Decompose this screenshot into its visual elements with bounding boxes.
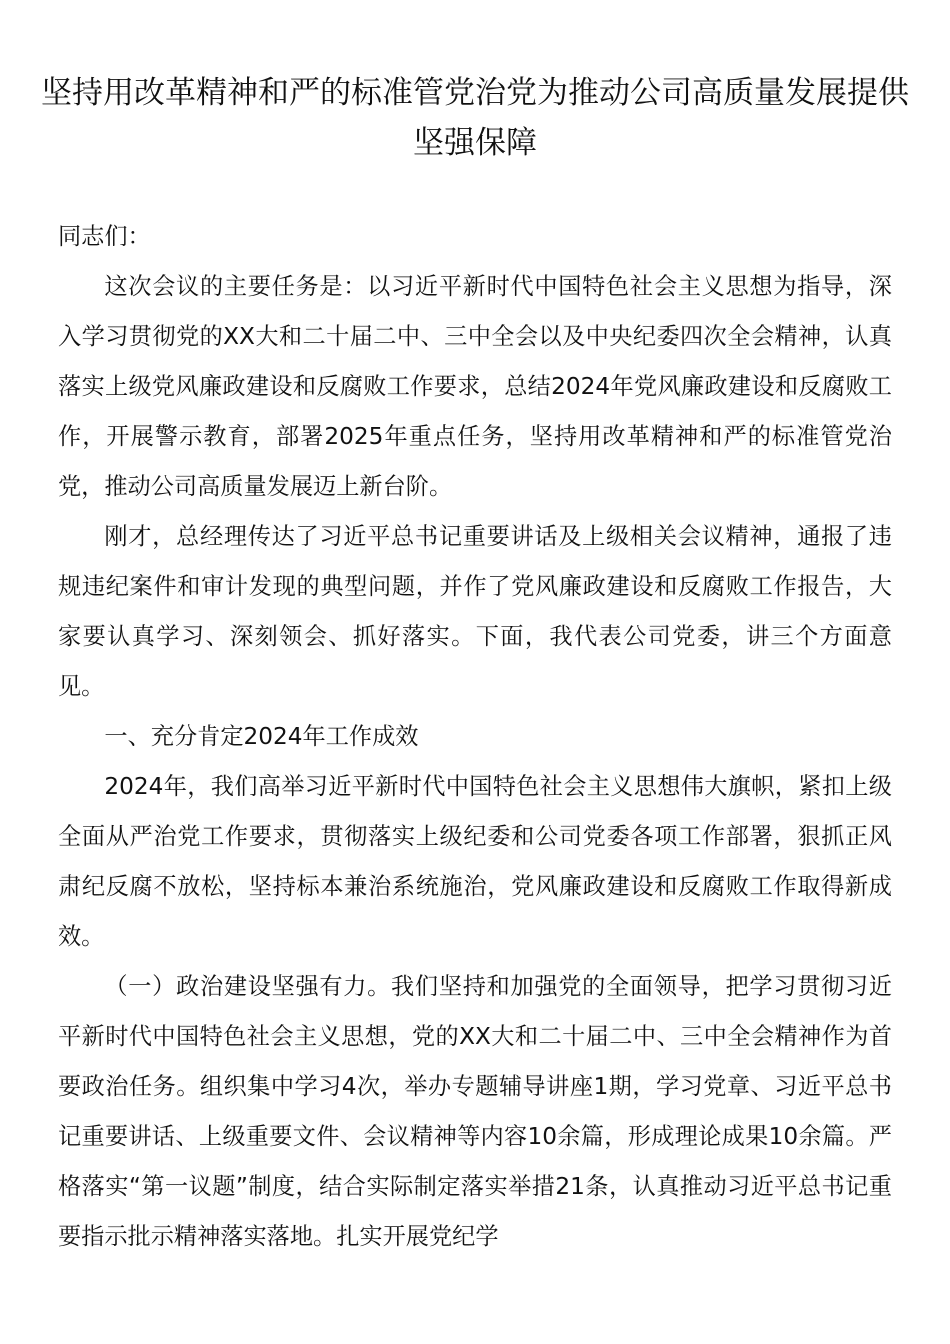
- paragraph-intro-tasks: 这次会议的主要任务是：以习近平新时代中国特色社会主义思想为指导，深入学习贯彻党的XX大和二十届二中、三中全会以及中央纪委四次全会精神，认真落实上级党风廉政建设和反腐败工作要求，总结2024年党风廉政建设和反腐败工作，开展警示教育，部署2025年重点任务，坚持用改革精神和严的标准管党治党，推动公司高质量发展迈上新台阶。: [58, 273, 892, 500]
- paragraph-achievements-overview: 2024年，我们高举习近平新时代中国特色社会主义思想伟大旗帜，紧扣上级全面从严治党工作要求，贯彻落实上级纪委和公司党委各项工作部署，狠抓正风肃纪反腐不放松，坚持标本兼治系统施治，党风廉政建设和反腐败工作取得新成效。: [58, 773, 892, 950]
- section-heading-achievements: 一、充分肯定2024年工作成效: [104, 723, 419, 750]
- paragraph-intro-opinions: 刚才，总经理传达了习近平总书记重要讲话及上级相关会议精神，通报了违规违纪案件和审计发现的典型问题，并作了党风廉政建设和反腐败工作报告，大家要认真学习、深刻领会、抓好落实。下面，我代表公司党委，讲三个方面意见。: [58, 523, 892, 700]
- document-title: 坚持用改革精神和严的标准管党治党为推动公司高质量发展提供坚强保障: [41, 75, 909, 161]
- paragraph-political-construction: （一）政治建设坚强有力。我们坚持和加强党的全面领导，把学习贯彻习近平新时代中国特色社会主义思想，党的XX大和二十届二中、三中全会精神作为首要政治任务。组织集中学习4次，举办专题辅导讲座1期，学习党章、习近平总书记重要讲话、上级重要文件、会议精神等内容10余篇，形成理论成果10余篇。严格落实“第一议题”制度，结合实际制定落实举措21条，认真推动习近平总书记重要指示批示精神落实落地。扎实开展党纪学: [58, 973, 892, 1250]
- salutation: 同志们：: [58, 223, 151, 250]
- document-body: [58, 212, 892, 1262]
